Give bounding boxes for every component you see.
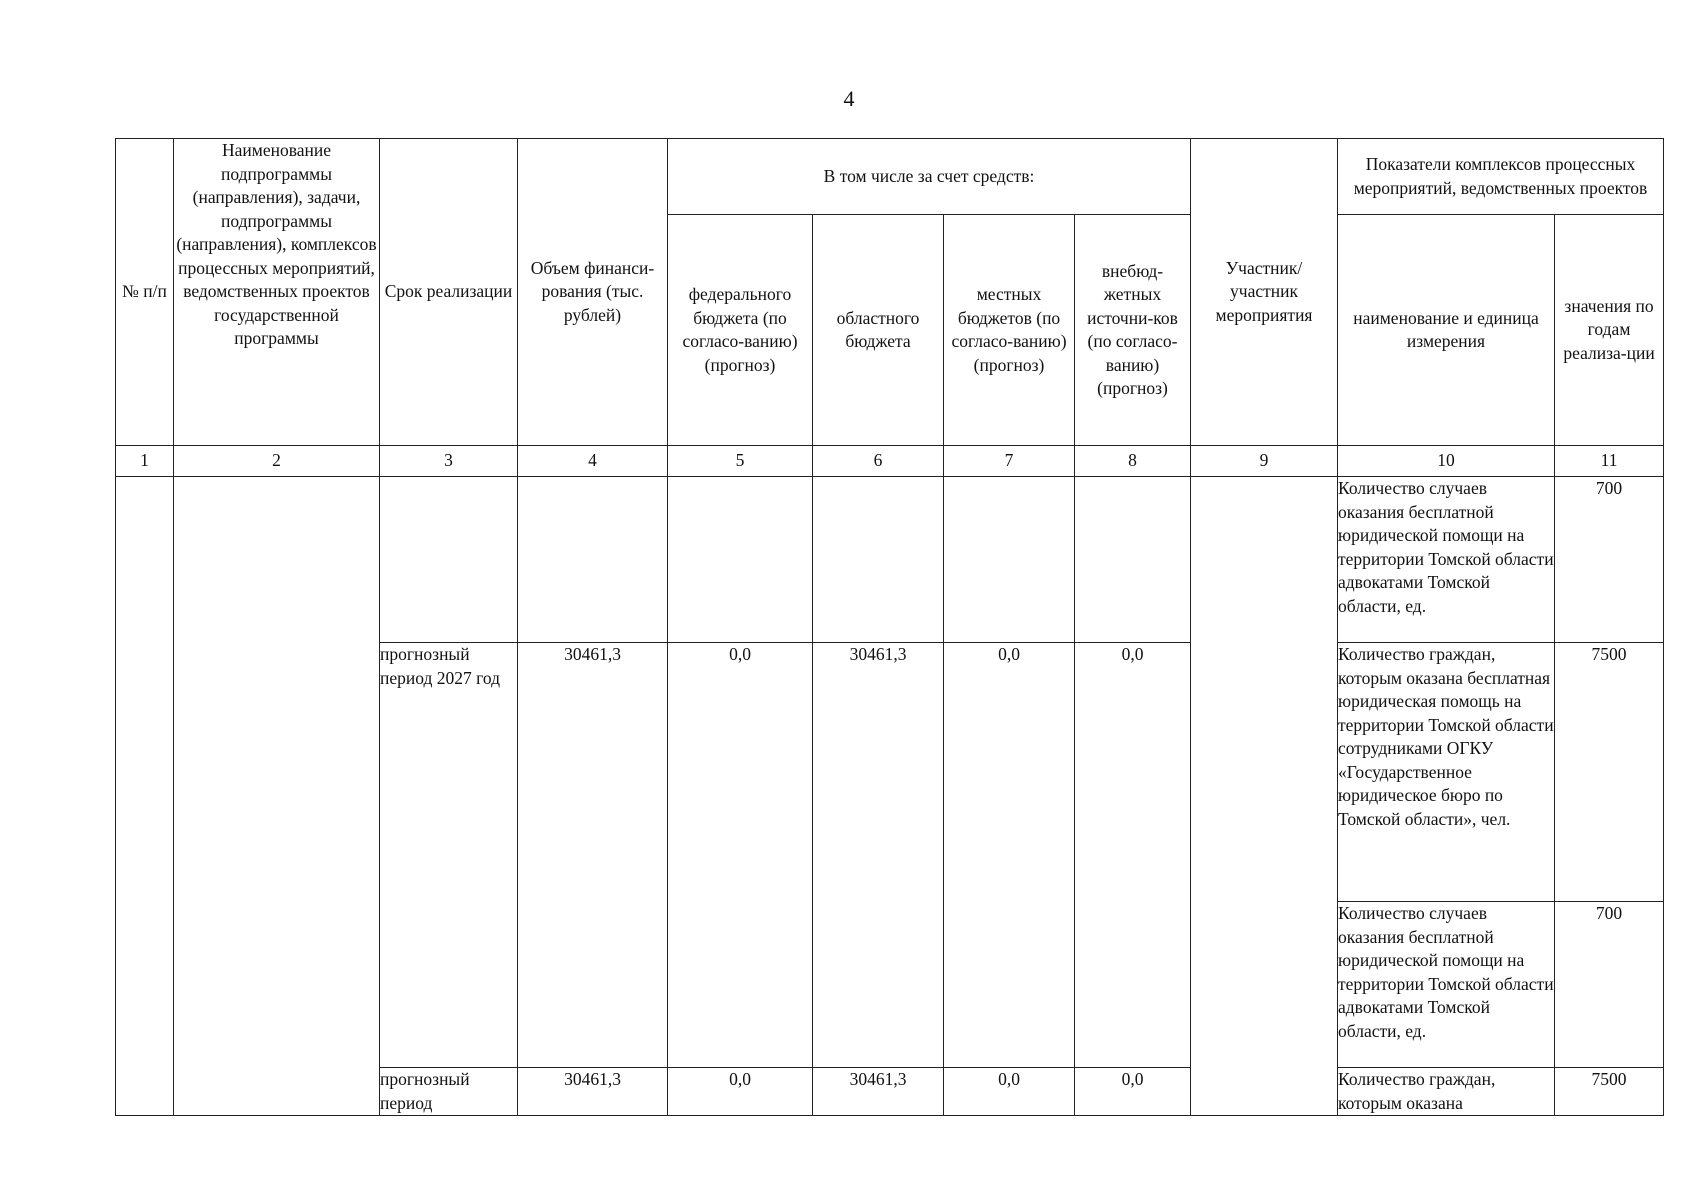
indicator-name-cell: Количество случаев оказания бесплатной юридической помощи на территории Томской области адвокатами Томской области, ед.	[1338, 902, 1555, 1068]
term-cell	[380, 477, 518, 643]
federal-cell: 0,0	[668, 643, 813, 1068]
local-cell: 0,0	[944, 643, 1075, 1068]
local-cell: 0,0	[944, 1068, 1075, 1116]
indicator-value-cell: 700	[1555, 477, 1664, 643]
header-participant: Участник/ участник мероприятия	[1191, 139, 1338, 446]
indicator-value-cell: 700	[1555, 902, 1664, 1068]
header-regional: областного бюджета	[813, 215, 944, 446]
header-local: местных бюджетов (по согласо-ванию) (прогноз)	[944, 215, 1075, 446]
column-number-row	[116, 446, 1664, 477]
column-number: 3	[380, 446, 518, 477]
indicator-name-cell: Количество граждан, которым оказана	[1338, 1068, 1555, 1116]
extrabudgetary-cell	[1075, 477, 1191, 643]
header-indicators-group: Показатели комплексов процессных мероприятий, ведомственных проектов	[1338, 139, 1664, 215]
header-extrabudgetary: внебюд-жетных источни-ков (по согласо-ванию) (прогноз)	[1075, 215, 1191, 446]
column-number: 10	[1338, 446, 1555, 477]
regional-cell: 30461,3	[813, 643, 944, 1068]
name-cell	[174, 477, 380, 1116]
column-number: 4	[518, 446, 668, 477]
header-including-group: В том числе за счет средств:	[668, 139, 1191, 215]
header-term: Срок реализации	[380, 139, 518, 446]
term-cell: прогнозный период 2027 год	[380, 643, 518, 1068]
indicator-value-cell: 7500	[1555, 643, 1664, 902]
header-indicator-name: наименование и единица измерения	[1338, 215, 1555, 446]
federal-cell	[668, 477, 813, 643]
column-number: 1	[116, 446, 174, 477]
header-federal: федерального бюджета (по согласо-ванию) (прогноз)	[668, 215, 813, 446]
page-number: 4	[843, 86, 855, 111]
column-number: 5	[668, 446, 813, 477]
federal-cell: 0,0	[668, 1068, 813, 1116]
participant-cell	[1191, 477, 1338, 1116]
regional-cell: 30461,3	[813, 1068, 944, 1116]
indicator-name-cell: Количество случаев оказания бесплатной юридической помощи на территории Томской области адвокатами Томской области, ед.	[1338, 477, 1555, 643]
extrabudgetary-cell: 0,0	[1075, 643, 1191, 1068]
extrabudgetary-cell: 0,0	[1075, 1068, 1191, 1116]
volume-cell: 30461,3	[518, 1068, 668, 1116]
volume-cell: 30461,3	[518, 643, 668, 1068]
column-number: 7	[944, 446, 1075, 477]
regional-cell	[813, 477, 944, 643]
number-cell	[116, 477, 174, 1116]
header-name: Наименование подпрограммы (направления), задачи, подпрограммы (направления), комплексов процессных мероприятий, ведомственных проектов государственной программы	[174, 139, 380, 446]
indicator-value-cell: 7500	[1555, 1068, 1664, 1116]
term-cell: прогнозный период	[380, 1068, 518, 1116]
header-number: № п/п	[116, 139, 174, 446]
volume-cell	[518, 477, 668, 643]
column-number: 8	[1075, 446, 1191, 477]
header-row-1	[116, 139, 1664, 215]
column-number: 9	[1191, 446, 1338, 477]
column-number: 6	[813, 446, 944, 477]
program-table	[115, 138, 1664, 1116]
table-row	[116, 477, 1664, 643]
column-number: 2	[174, 446, 380, 477]
column-number: 11	[1555, 446, 1664, 477]
indicator-name-cell: Количество граждан, которым оказана бесплатная юридическая помощь на территории Томской области сотрудниками ОГКУ «Государственное юридическое бюро по Томской области», чел.	[1338, 643, 1555, 902]
header-indicator-values: значения по годам реализа-ции	[1555, 215, 1664, 446]
local-cell	[944, 477, 1075, 643]
header-volume: Объем финанси-рования (тыс. рублей)	[518, 139, 668, 446]
